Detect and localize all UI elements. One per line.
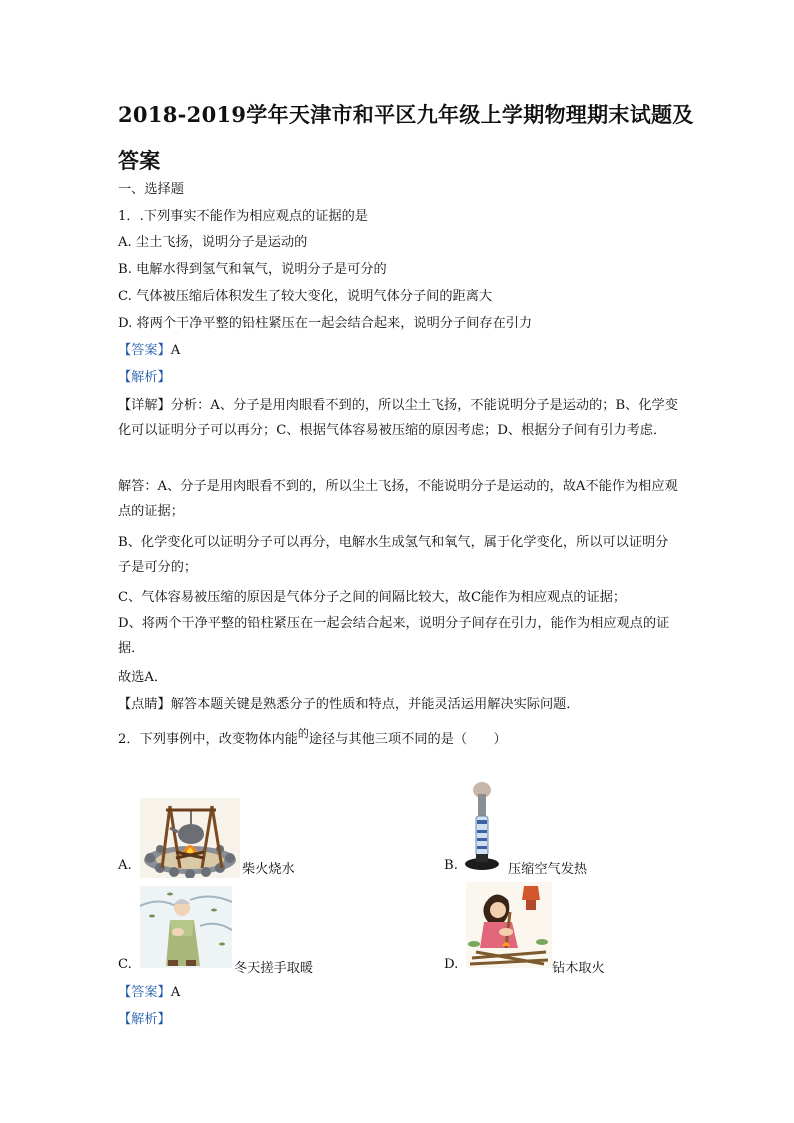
- answer-tag: 【答案】: [118, 343, 171, 358]
- q2-stem-post: 途径与其他三项不同的是（ ）: [308, 732, 507, 747]
- q2-stem-de: 的: [297, 727, 309, 740]
- q1-solution-c: C、气体容易被压缩的原因是气体分子之间的间隔比较大，故C能作为相应观点的证据；: [118, 590, 627, 605]
- q2-option-b-letter: B.: [444, 858, 458, 873]
- q1-answer: [118, 341, 180, 361]
- title-line-1: 2018-2019学年天津市和平区九年级上学期物理期末试题及: [118, 102, 694, 127]
- campfire-kettle-image: [140, 798, 240, 878]
- q2-option-d-letter: D.: [444, 957, 459, 972]
- analysis-tag: 【解析】: [118, 370, 171, 385]
- drilling-wood-fire-image: [466, 882, 552, 968]
- detail-tag: 【详解】: [118, 398, 171, 413]
- answer-value: A: [170, 343, 181, 358]
- q1-solution-a: 解答：A、分子是用肉眼看不到的，所以尘土飞扬，不能说明分子是运动的，故A不能作为相应观点的证据；: [118, 479, 678, 519]
- q2-stem-pre: 2．下列事例中，改变物体内能: [118, 732, 298, 747]
- q1-option-a: A. 尘土飞扬，说明分子是运动的: [118, 235, 308, 250]
- comment-text: 解答本题关键是熟悉分子的性质和特点，并能灵活运用解决实际问题．: [170, 697, 580, 712]
- q1-detail: [118, 393, 678, 443]
- q2-analysis-tag: [118, 1010, 171, 1030]
- q2-answer: [118, 983, 180, 1003]
- q1-option-b: B. 电解水得到氢气和氧气，说明分子是可分的: [118, 262, 387, 277]
- document-title: [118, 92, 718, 184]
- rubbing-hands-image: [140, 886, 232, 968]
- q1-option-c: C. 气体被压缩后体积发生了较大变化，说明气体分子间的距离大: [118, 289, 493, 304]
- q2-option-b-caption: 压缩空气发热: [508, 862, 588, 877]
- section-heading: 一、选择题: [118, 182, 184, 197]
- q2-option-a-letter: A.: [118, 858, 132, 873]
- q1-comment: [118, 695, 580, 715]
- q1-option-d: D. 将两个干净平整的铅柱紧压在一起会结合起来，说明分子间存在引力: [118, 316, 533, 331]
- q2-option-c-letter: C.: [118, 957, 132, 972]
- q2-option-a-caption: 柴火烧水: [242, 862, 295, 877]
- q1-solution-b: B、化学变化可以证明分子可以再分，电解水生成氢气和氧气，属于化学变化，所以可以证明分子是可分的；: [118, 535, 669, 575]
- q2-option-d-caption: 钻木取火: [552, 961, 605, 976]
- q2-analysis-tag-text: 【解析】: [118, 1012, 171, 1027]
- q1-analysis-tag: [118, 368, 171, 388]
- air-compression-tube-image: [462, 780, 506, 876]
- comment-tag: 【点睛】: [118, 697, 171, 712]
- title-line-2: 答案: [118, 148, 161, 173]
- q1-solution-d: D、将两个干净平整的铅柱紧压在一起会结合起来，说明分子间存在引力，能作为相应观点的证据．: [118, 616, 670, 656]
- q2-stem: [118, 727, 507, 750]
- q1-stem: 1．.下列事实不能作为相应观点的证据的是: [118, 209, 368, 224]
- q2-answer-value: A: [170, 985, 181, 1000]
- q2-answer-tag: 【答案】: [118, 985, 171, 1000]
- q1-choose: 故选A．: [118, 670, 168, 685]
- detail-text: 分析：A、分子是用肉眼看不到的，所以尘土飞扬，不能说明分子是运动的；B、化学变化可以证明分子可以再分；C、根据气体容易被压缩的原因考虑；D、根据分子间有引力考虑．: [118, 398, 678, 438]
- q2-option-c-caption: 冬天搓手取暖: [234, 961, 314, 976]
